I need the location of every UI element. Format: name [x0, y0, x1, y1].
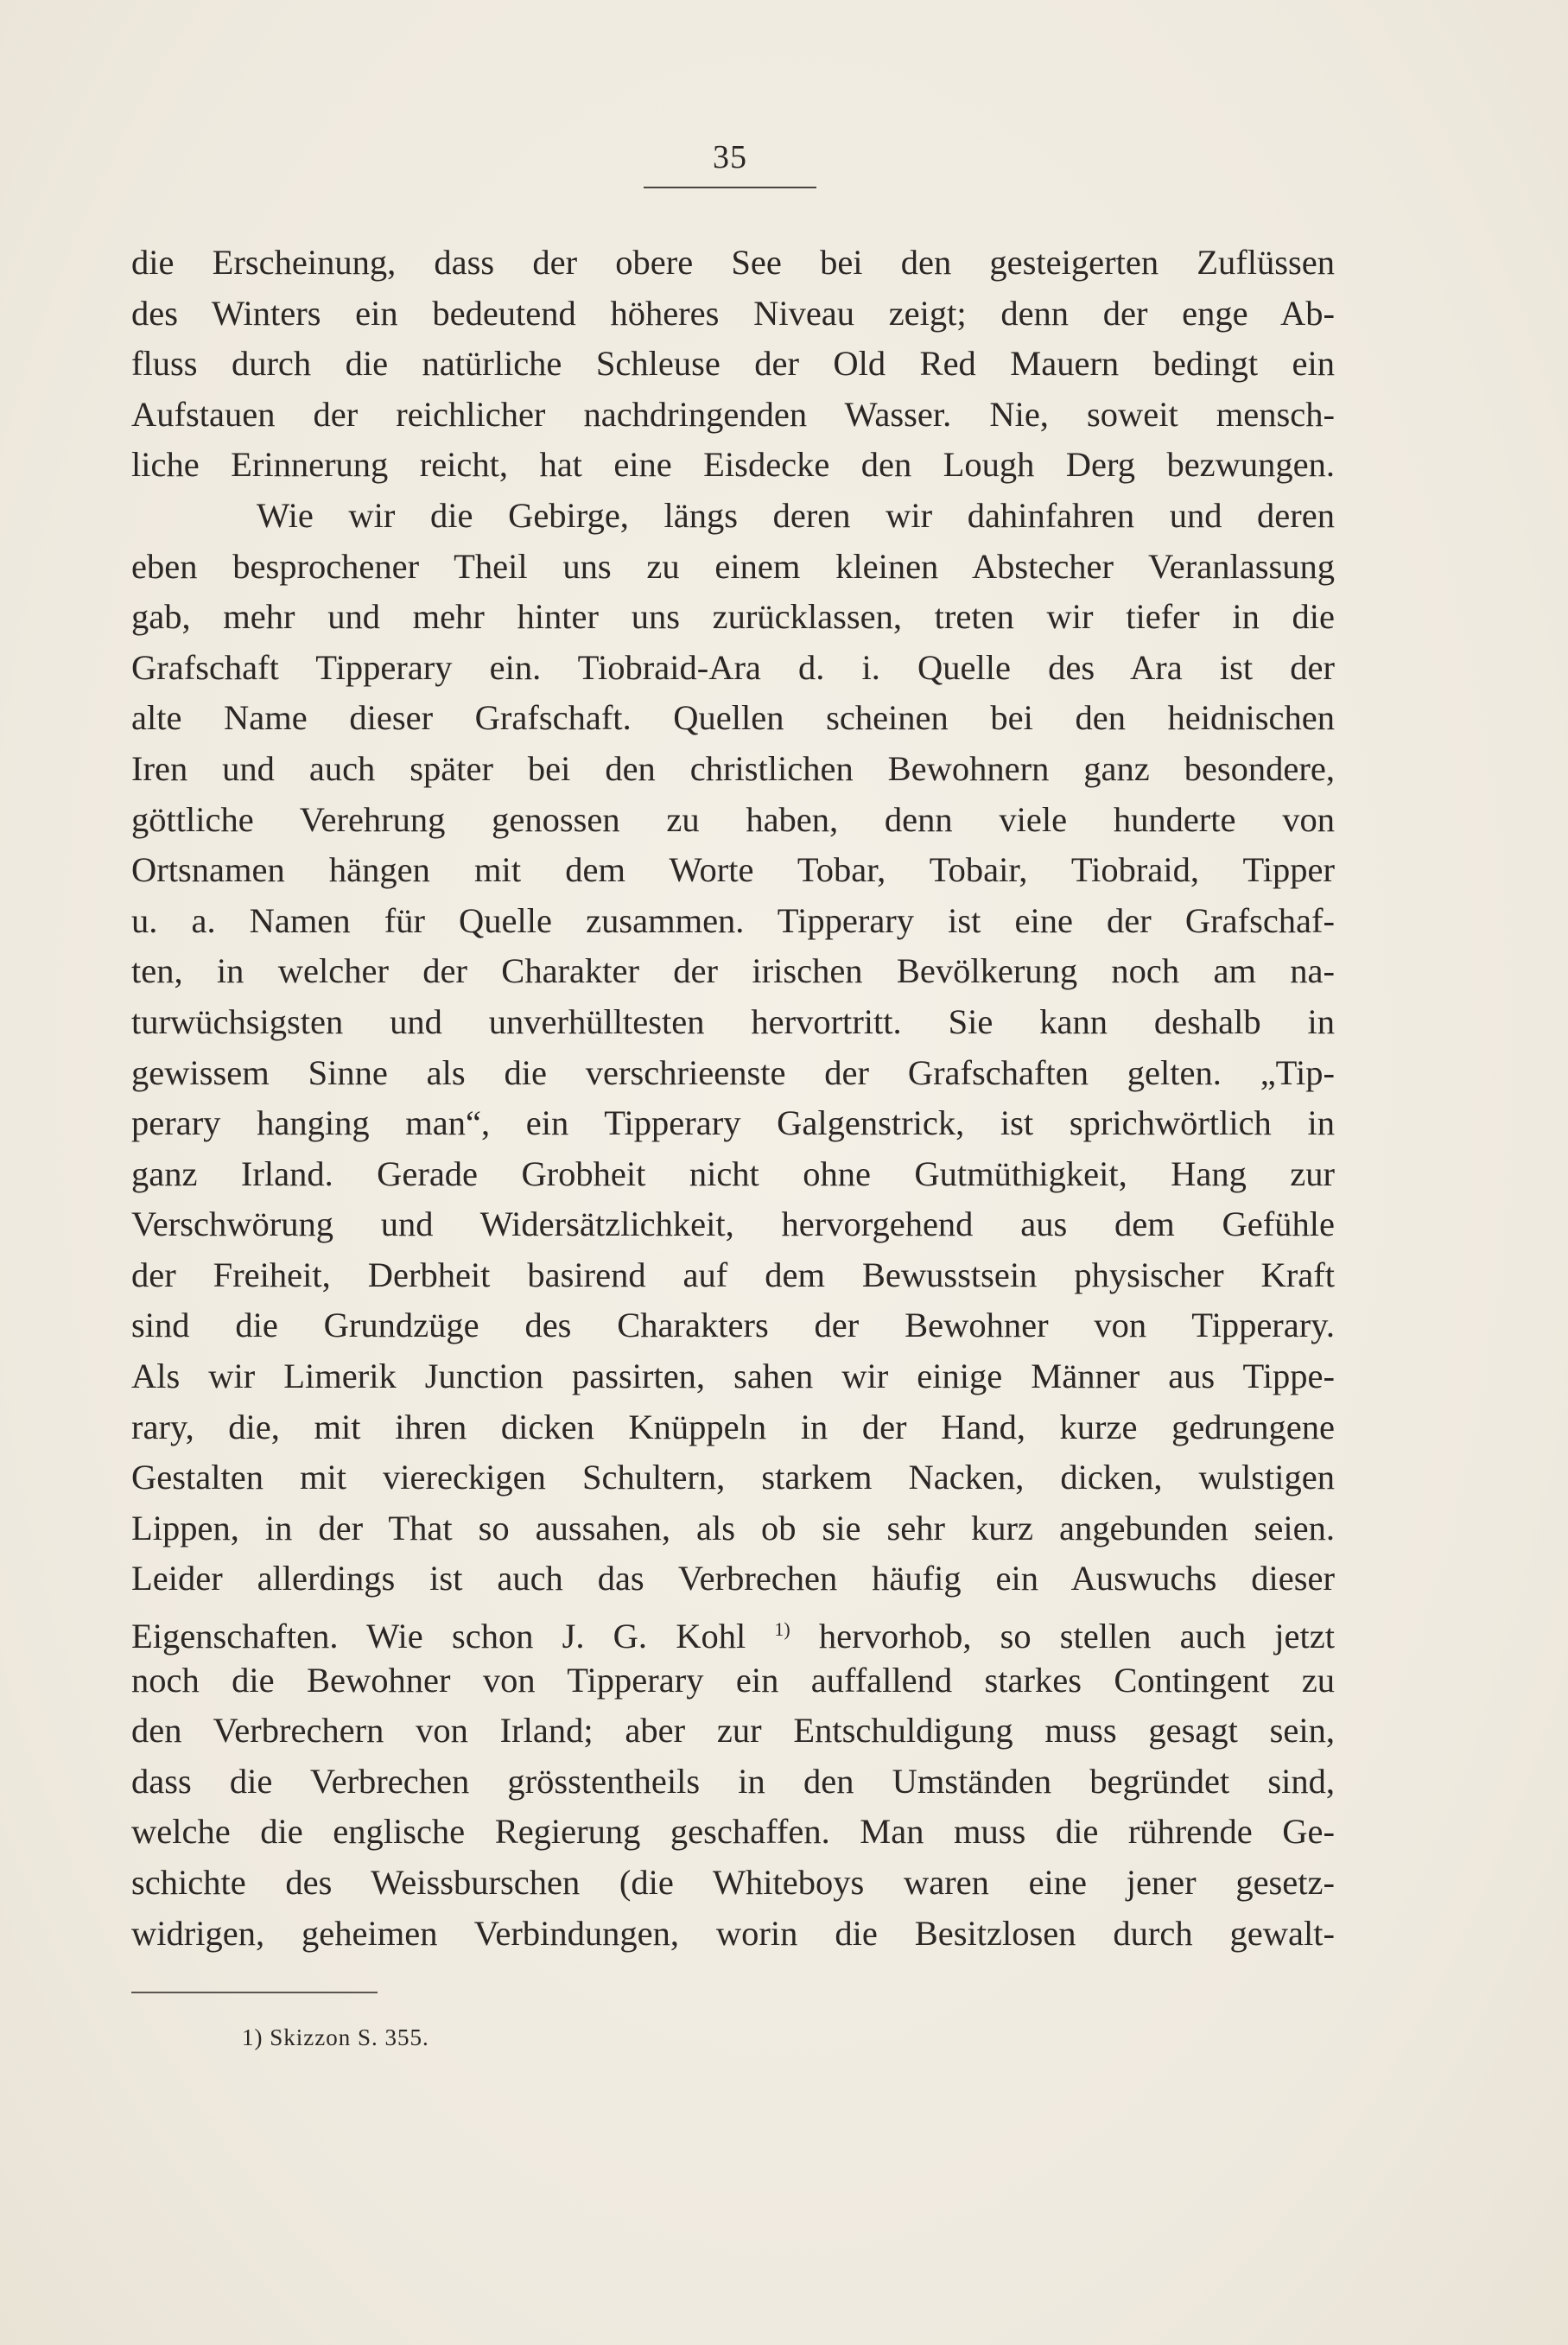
text-line: Iren und auch später bei den christlichen Bewohnern ganz besondere,	[131, 748, 1335, 788]
text-line: turwüchsigsten und unverhülltesten hervortritt. Sie kann deshalb in	[131, 1001, 1335, 1041]
text-line: ten, in welcher der Charakter der irischen Bevölkerung noch am na-	[131, 951, 1335, 991]
text-line: Gestalten mit viereckigen Schultern, starkem Nacken, dicken, wulstigen	[131, 1458, 1335, 1497]
paragraph-start-line: Wie wir die Gebirge, längs deren wir dahinfahren und deren	[257, 495, 1335, 535]
text-line: dass die Verbrechen grösstentheils in den Umständen begründet sind,	[131, 1761, 1335, 1801]
text-line: eben besprochener Theil uns zu einem kleinen Abstecher Veranlassung	[131, 546, 1335, 586]
text-line: des Winters ein bedeutend höheres Niveau zeigt; denn der enge Ab-	[131, 293, 1335, 333]
text-line: sind die Grundzüge des Charakters der Bewohner von Tipperary.	[131, 1306, 1335, 1345]
text-line: die Erscheinung, dass der obere See bei den gesteigerten Zuflüssen	[131, 243, 1335, 282]
line-segment: Eigenschaften. Wie schon J. G. Kohl	[131, 1617, 746, 1655]
footnote: 1) Skizzon S. 355.	[242, 2024, 429, 2050]
page-number: 35	[713, 139, 747, 175]
text-line: Ortsnamen hängen mit dem Worte Tobar, Tobair, Tiobraid, Tipper	[131, 850, 1335, 890]
text-line: widrigen, geheimen Verbindungen, worin die Besitzlosen durch gewalt-	[131, 1913, 1335, 1953]
text-line: Lippen, in der That so aussahen, als ob sie sehr kurz angebunden seien.	[131, 1508, 1335, 1547]
text-line: gewissem Sinne als die verschrieenste der Grafschaften gelten. „Tip-	[131, 1052, 1335, 1092]
footnote-rule	[131, 1992, 378, 1993]
text-line: göttliche Verehrung genossen zu haben, denn viele hunderte von	[131, 799, 1335, 839]
text-line: schichte des Weissburschen (die Whiteboys waren eine jener gesetz-	[131, 1863, 1335, 1902]
body-text	[131, 238, 1335, 1959]
text-line: perary hanging man“, ein Tipperary Galgenstrick, ist sprichwörtlich in	[131, 1103, 1335, 1143]
text-line: liche Erinnerung reicht, hat eine Eisdecke den Lough Derg bezwungen.	[131, 445, 1335, 485]
text-line: der Freiheit, Derbheit basirend auf dem Bewusstsein physischer Kraft	[131, 1255, 1335, 1294]
text-line-with-footnote-ref	[131, 1605, 1335, 1655]
text-line: welche die englische Regierung geschaffen. Man muss die rührende Ge-	[131, 1812, 1335, 1852]
text-line: noch die Bewohner von Tipperary ein auffallend starkes Contingent zu	[131, 1660, 1335, 1700]
text-line: u. a. Namen für Quelle zusammen. Tipperary ist eine der Grafschaf-	[131, 900, 1335, 940]
text-line: Aufstauen der reichlicher nachdringenden Wasser. Nie, soweit mensch-	[131, 394, 1335, 434]
text-line: Leider allerdings ist auch das Verbrechen häufig ein Auswuchs dieser	[131, 1559, 1335, 1598]
page-number-rule	[644, 187, 816, 188]
text-line: gab, mehr und mehr hinter uns zurücklassen, treten wir tiefer in die	[131, 597, 1335, 637]
line-segment: hervorhob, so stellen auch jetzt	[790, 1617, 1335, 1655]
text-line: ganz Irland. Gerade Grobheit nicht ohne Gutmüthigkeit, Hang zur	[131, 1153, 1335, 1193]
text-line: fluss durch die natürliche Schleuse der Old Red Mauern bedingt ein	[131, 344, 1335, 384]
text-line: alte Name dieser Grafschaft. Quellen scheinen bei den heidnischen	[131, 698, 1335, 738]
text-line: rary, die, mit ihren dicken Knüppeln in der Hand, kurze gedrungene	[131, 1407, 1335, 1446]
text-line: Grafschaft Tipperary ein. Tiobraid-Ara d. i. Quelle des Ara ist der	[131, 647, 1335, 687]
footnote-reference-mark: 1)	[774, 1618, 790, 1641]
text-line: den Verbrechern von Irland; aber zur Entschuldigung muss gesagt sein,	[131, 1711, 1335, 1751]
text-line: Als wir Limerik Junction passirten, sahen wir einige Männer aus Tippe-	[131, 1357, 1335, 1396]
text-line: Verschwörung und Widersätzlichkeit, hervorgehend aus dem Gefühle	[131, 1204, 1335, 1244]
